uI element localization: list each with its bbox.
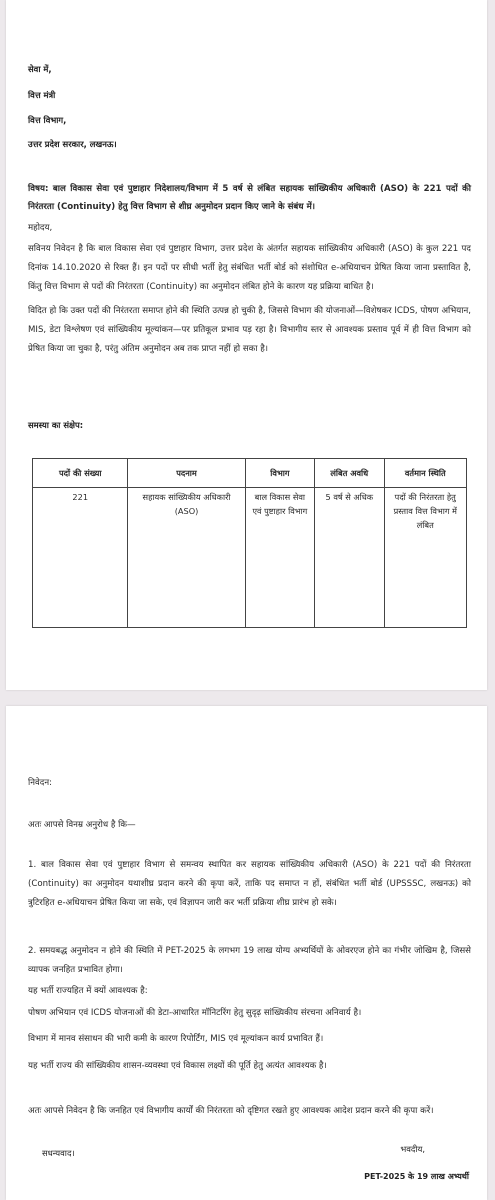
why-point-3: यह भर्ती राज्य की सांख्यिकीय शासन-व्यवस्था एवं विकास लक्ष्यों की पूर्ति हेतु अत्यंत आवश्यक है।: [28, 1061, 327, 1071]
table-header-cell: लंबित अवधि: [315, 459, 384, 488]
thanks-text: सधन्यवाद।: [42, 1148, 75, 1158]
table-row: [33, 488, 467, 628]
paragraph-2: विदित हो कि उक्त पदों की निरंतरता समाप्त होने की स्थिति उत्पन्न हो चुकी है, जिससे विभाग की योजनाओं—विशेषकर ICDS, पोषण अभियान, MIS, डेटा विश्लेषण एवं सांख्यिकीय मूल्यांकन—पर प्रतिकूल प्रभाव पड़ रहा है। विभागीय स्तर से आवश्यक प्रस्ताव पूर्व में ही वित्त विभाग को प्रेषित किया जा चुका है, परंतु अंतिम अनुमोदन अब तक प्राप्त नहीं हो सका है।: [28, 306, 471, 354]
signatory: PET-2025 के 19 लाख अभ्यर्थी: [364, 1172, 469, 1181]
to-label: सेवा में,: [28, 64, 52, 74]
letter-page-1: [6, 0, 487, 690]
table-header-cell: पदनाम: [128, 459, 245, 488]
table-header-cell: वर्तमान स्थिति: [384, 459, 466, 488]
summary-heading: समस्या का संक्षेप:: [28, 420, 84, 430]
table-header-cell: पदों की संख्या: [33, 459, 128, 488]
why-heading: यह भर्ती राज्यहित में क्यों आवश्यक है:: [28, 986, 148, 996]
table-header-row: [33, 459, 467, 488]
table-cell: 5 वर्ष से अधिक: [315, 488, 384, 628]
table-cell: पदों की निरंतरता हेतु प्रस्ताव वित्त विभाग में लंबित: [384, 488, 466, 628]
letter-page-2: [6, 706, 487, 1200]
request-heading: निवेदन:: [28, 778, 53, 788]
why-point-2: विभाग में मानव संसाधन की भारी कमी के कारण रिपोर्टिंग, MIS एवं मूल्यांकन कार्य प्रभावित हैं।: [28, 1034, 324, 1044]
problem-summary-table: [32, 458, 467, 628]
salutation: महोदय,: [28, 223, 53, 233]
request-point-1: 1. बाल विकास सेवा एवं पुष्टाहार विभाग से समन्वय स्थापित कर सहायक सांख्यिकीय अधिकारी (ASO) के 221 पदों की निरंतरता (Continuity) का अनुमोदन यथाशीघ्र प्रदान करने की कृपा करें, ताकि पद समाप्त न हों, संबंधित भर्ती बोर्ड (UPSSSC, लखनऊ) को त्रुटिरहित e-अधियाचन प्रेषित किया जा सके, एवं विज्ञापन जारी कर भर्ती प्रक्रिया शीघ्र प्रारंभ हो सके।: [28, 860, 471, 908]
table-cell: सहायक सांख्यिकीय अधिकारी (ASO): [128, 488, 245, 628]
recipient-line-1: वित्त मंत्री: [28, 90, 56, 100]
request-intro: अतः आपसे विनम्र अनुरोध है कि—: [28, 820, 136, 830]
subject-line: विषय: बाल विकास सेवा एवं पुष्टाहार निदेशालय/विभाग में 5 वर्ष से लंबित सहायक सांख्यिकीय अधिकारी (ASO) के 221 पदों की निरंतरता (Continuity) हेतु वित्त विभाग से शीघ्र अनुमोदन प्रदान किए जाने के संबंध में।: [28, 184, 471, 212]
table-header-cell: विभाग: [245, 459, 314, 488]
signature-label: भवदीय,: [400, 1144, 425, 1154]
table-cell: 221: [33, 488, 128, 628]
why-point-1: पोषण अभियान एवं ICDS योजनाओं की डेटा-आधारित मॉनिटरिंग हेतु सुदृढ़ सांख्यिकीय संरचना अनिवार्य है।: [28, 1008, 362, 1018]
recipient-line-3: उत्तर प्रदेश सरकार, लखनऊ।: [28, 139, 117, 149]
request-point-2: 2. समयबद्ध अनुमोदन न होने की स्थिति में PET-2025 के लगभग 19 लाख योग्य अभ्यर्थियों के ओवरएज होने का गंभीर जोखिम है, जिससे व्यापक जनहित प्रभावित होगा।: [28, 946, 471, 975]
table-cell: बाल विकास सेवा एवं पुष्टाहार विभाग: [245, 488, 314, 628]
recipient-line-2: वित्त विभाग,: [28, 115, 67, 125]
paragraph-1: सविनय निवेदन है कि बाल विकास सेवा एवं पुष्टाहार विभाग, उत्तर प्रदेश के अंतर्गत सहायक सांख्यिकीय अधिकारी (ASO) के कुल 221 पद दिनांक 14.10.2020 से रिक्त हैं। इन पदों पर सीधी भर्ती हेतु संबंधित भर्ती बोर्ड को संशोधित e-अधियाचन प्रेषित किया जाना प्रस्तावित है, किंतु वित्त विभाग से पदों की निरंतरता (Continuity) का अनुमोदन लंबित होने के कारण यह प्रक्रिया बाधित है।: [28, 244, 471, 292]
closing-paragraph: अतः आपसे निवेदन है कि जनहित एवं विभागीय कार्यों की निरंतरता को दृष्टिगत रखते हुए आवश्यक आदेश प्रदान करने की कृपा करें।: [28, 1106, 434, 1116]
